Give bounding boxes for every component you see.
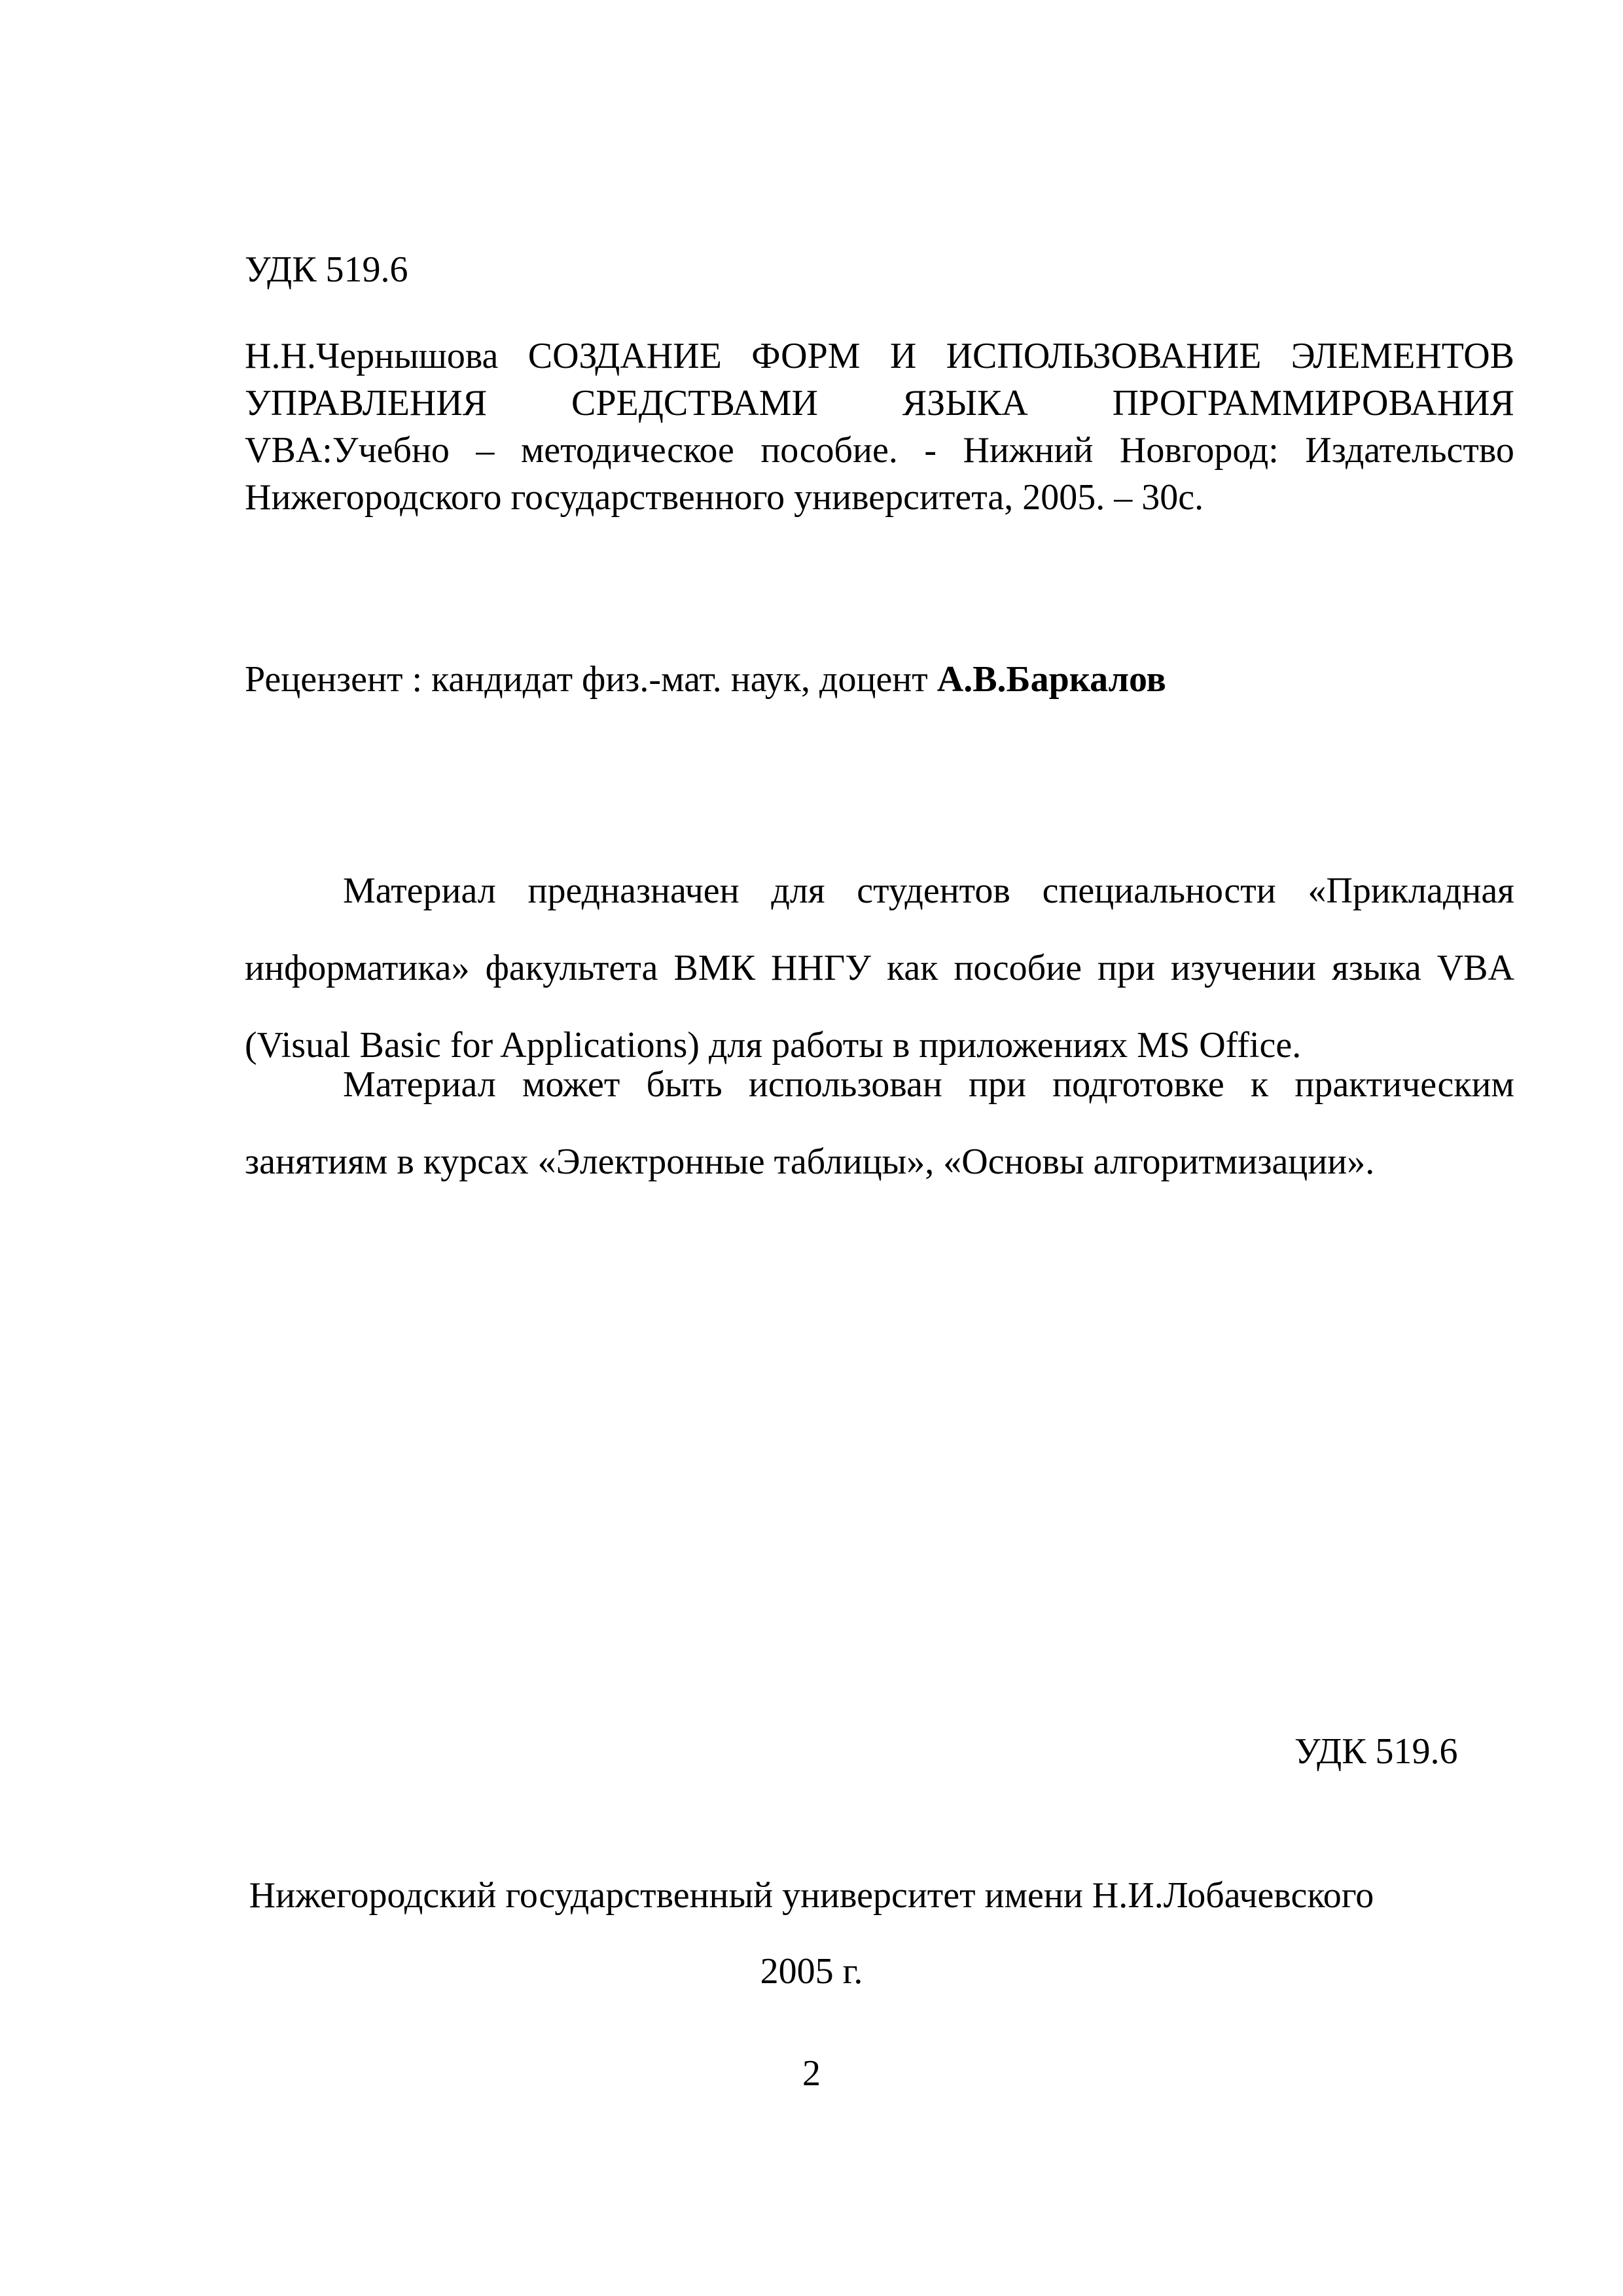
word: при [1097, 948, 1155, 988]
word: Издательство [1305, 430, 1514, 471]
word: – [476, 430, 495, 471]
word: Нижний [963, 430, 1094, 471]
word: студентов [857, 870, 1010, 911]
word: к [1250, 1064, 1269, 1105]
word: И [889, 336, 917, 376]
word: как [886, 948, 938, 988]
paragraph2-line-1 [245, 1046, 1514, 1123]
word: пособие [954, 948, 1082, 988]
word: СОЗДАНИЕ [527, 336, 722, 376]
word: ФОРМ [751, 336, 861, 376]
word: методическое [520, 430, 734, 471]
university-name: Нижегородский государственный университет имени Н.И.Лобачевского [249, 1875, 1374, 1916]
reviewer-line [245, 656, 1166, 703]
word: ПРОГРАММИРОВАНИЯ [1112, 383, 1514, 423]
word: ННГУ [770, 948, 871, 988]
word: при [969, 1064, 1026, 1105]
word: «Прикладная [1308, 870, 1514, 911]
word: факультета [485, 948, 658, 988]
word: - [924, 430, 936, 471]
description-paragraph-2 [245, 1046, 1514, 1200]
paragraph1-line-1 [245, 852, 1514, 929]
word: ЯЗЫКА [902, 383, 1028, 423]
word: ЭЛЕМЕНТОВ [1291, 336, 1514, 376]
page-number: 2 [802, 2053, 821, 2094]
biblio-line-4: Нижегородского государственного университета, 2005. – 30с. [245, 477, 1204, 518]
word: подготовке [1052, 1064, 1224, 1105]
reviewer-label: Рецензент : кандидат физ.-мат. наук, доцент [245, 659, 937, 700]
paragraph1-line-2 [245, 929, 1514, 1007]
word: Н.Н.Чернышова [245, 336, 499, 376]
word: ИСПОЛЬЗОВАНИЕ [946, 336, 1262, 376]
word: Материал [343, 1064, 496, 1105]
udk-code-top: УДК 519.6 [245, 249, 408, 290]
word: информатика» [245, 948, 470, 988]
word: может [522, 1064, 620, 1105]
paragraph2-line-2: занятиям в курсах «Электронные таблицы», «Основы алгоритмизации». [245, 1141, 1375, 1182]
word: VBA:Учебно [245, 430, 450, 471]
word: Новгород: [1119, 430, 1279, 471]
word: для [771, 870, 825, 911]
word: языка [1331, 948, 1421, 988]
bibliographic-description [245, 332, 1514, 521]
reviewer-name: А.В.Баркалов [936, 659, 1166, 700]
publication-year: 2005 г. [760, 1951, 863, 1992]
word: предназначен [527, 870, 740, 911]
paragraph1-line-3: (Visual Basic for Applications) для работы в приложениях MS Office. [245, 1025, 1302, 1066]
biblio-line-3 [245, 427, 1514, 474]
word: пособие. [760, 430, 898, 471]
word: практическим [1294, 1064, 1514, 1105]
word: специальности [1042, 870, 1276, 911]
word: использован [748, 1064, 942, 1105]
biblio-line-2 [245, 380, 1514, 427]
udk-code-bottom: УДК 519.6 [1294, 1731, 1458, 1772]
biblio-line-1 [245, 332, 1514, 380]
word: СРЕДСТВАМИ [571, 383, 818, 423]
word: Материал [343, 870, 496, 911]
word: VBA [1436, 948, 1514, 988]
word: быть [646, 1064, 722, 1105]
word: изучении [1171, 948, 1316, 988]
word: УПРАВЛЕНИЯ [245, 383, 488, 423]
word: ВМК [673, 948, 755, 988]
